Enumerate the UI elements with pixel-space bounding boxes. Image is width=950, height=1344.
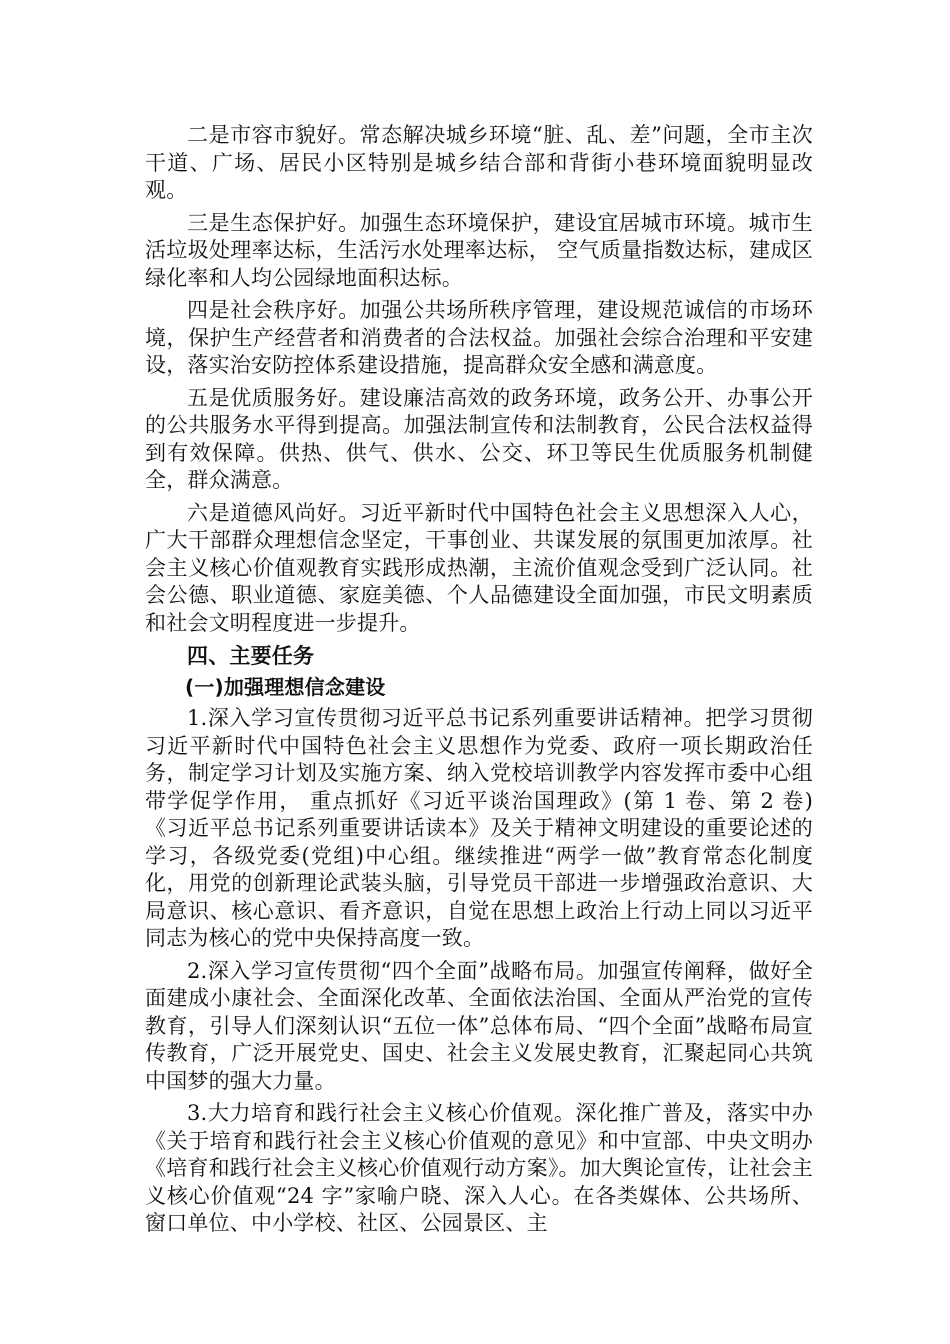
paragraph-task-2: 2.深入学习宣传贯彻“四个全面”战略布局。加强宣传阐释，做好全面建成小康社会、全面深化改革、全面依法治国、全面从严治党的宣传教育，引导人们深刻认识“五位一体”总体布局、“四个全面”战略布局宣传教育，广泛开展党史、国史、社会主义发展史教育，汇聚起同心共筑中国梦的强大力量。 [145, 958, 813, 1093]
document-body [145, 122, 813, 1243]
subsection-heading: (一)加强理想信念建设 [185, 675, 386, 699]
paragraph-task-3: 3.大力培育和践行社会主义核心价值观。深化推广普及，落实中办《关于培育和践行社会主义核心价值观的意见》和中宣部、中央文明办《培育和践行社会主义核心价值观行动方案》。加大舆论宣传，让社会主义核心价值观“24 字”家喻户晓、深入人心。在各类媒体、公共场所、窗口单位、中小学校、社区、公园景区、主 [145, 1101, 813, 1235]
paragraph-ecology: 三是生态保护好。加强生态环境保护，建设宜居城市环境。城市生活垃圾处理率达标，生活污水处理率达标， 空气质量指数达标，建成区绿化率和人均公园绿地面积达标。 [145, 210, 813, 290]
paragraph-moral-customs: 六是道德风尚好。习近平新时代中国特色社会主义思想深入人心，广大干部群众理想信念坚定，干事创业、共谋发展的氛围更加浓厚。社会主义核心价值观教育实践形成热潮，主流价值观念受到广泛认同。社会公德、职业道德、家庭美德、个人品德建设全面加强，市民文明素质和社会文明程度进一步提升。 [145, 500, 813, 635]
section-heading: 四、主要任务 [187, 644, 315, 668]
paragraph-social-order: 四是社会秩序好。加强公共场所秩序管理，建设规范诚信的市场环境，保护生产经营者和消费者的合法权益。加强社会综合治理和平安建设，落实治安防控体系建设措施，提高群众安全感和满意度。 [145, 298, 813, 377]
paragraph-task-1: 1.深入学习宣传贯彻习近平总书记系列重要讲话精神。把学习贯彻习近平新时代中国特色社会主义思想作为党委、政府一项长期政治任务，制定学习计划及实施方案、纳入党校培训教学内容发挥市委中心组带学促学作用， 重点抓好《习近平谈治国理政》(第 1 卷、第 2 卷)《习近平总书记系列重要讲话读本》及关于精神文明建设的重要论述的学习，各级党委(党组)中心组。继续推进“两学一做”教育常态化制度化，用党的创新理论武装头脑，引导党员干部进一步增强政治意识、大局意识、核心意识、看齐意识，自觉在思想上政治上行动上同以习近平同志为核心的党中央保持高度一致。 [145, 706, 813, 950]
paragraph-city-appearance: 二是市容市貌好。常态解决城乡环境“脏、乱、差”问题，全市主次干道、广场、居民小区特别是城乡结合部和背街小巷环境面貌明显改观。 [145, 123, 813, 202]
paragraph-quality-service: 五是优质服务好。建设廉洁高效的政务环境，政务公开、办事公开的公共服务水平得到提高。加强法制宣传和法制教育，公民合法权益得到有效保障。供热、供气、供水、公交、环卫等民生优质服务机制健全，群众满意。 [145, 385, 813, 492]
